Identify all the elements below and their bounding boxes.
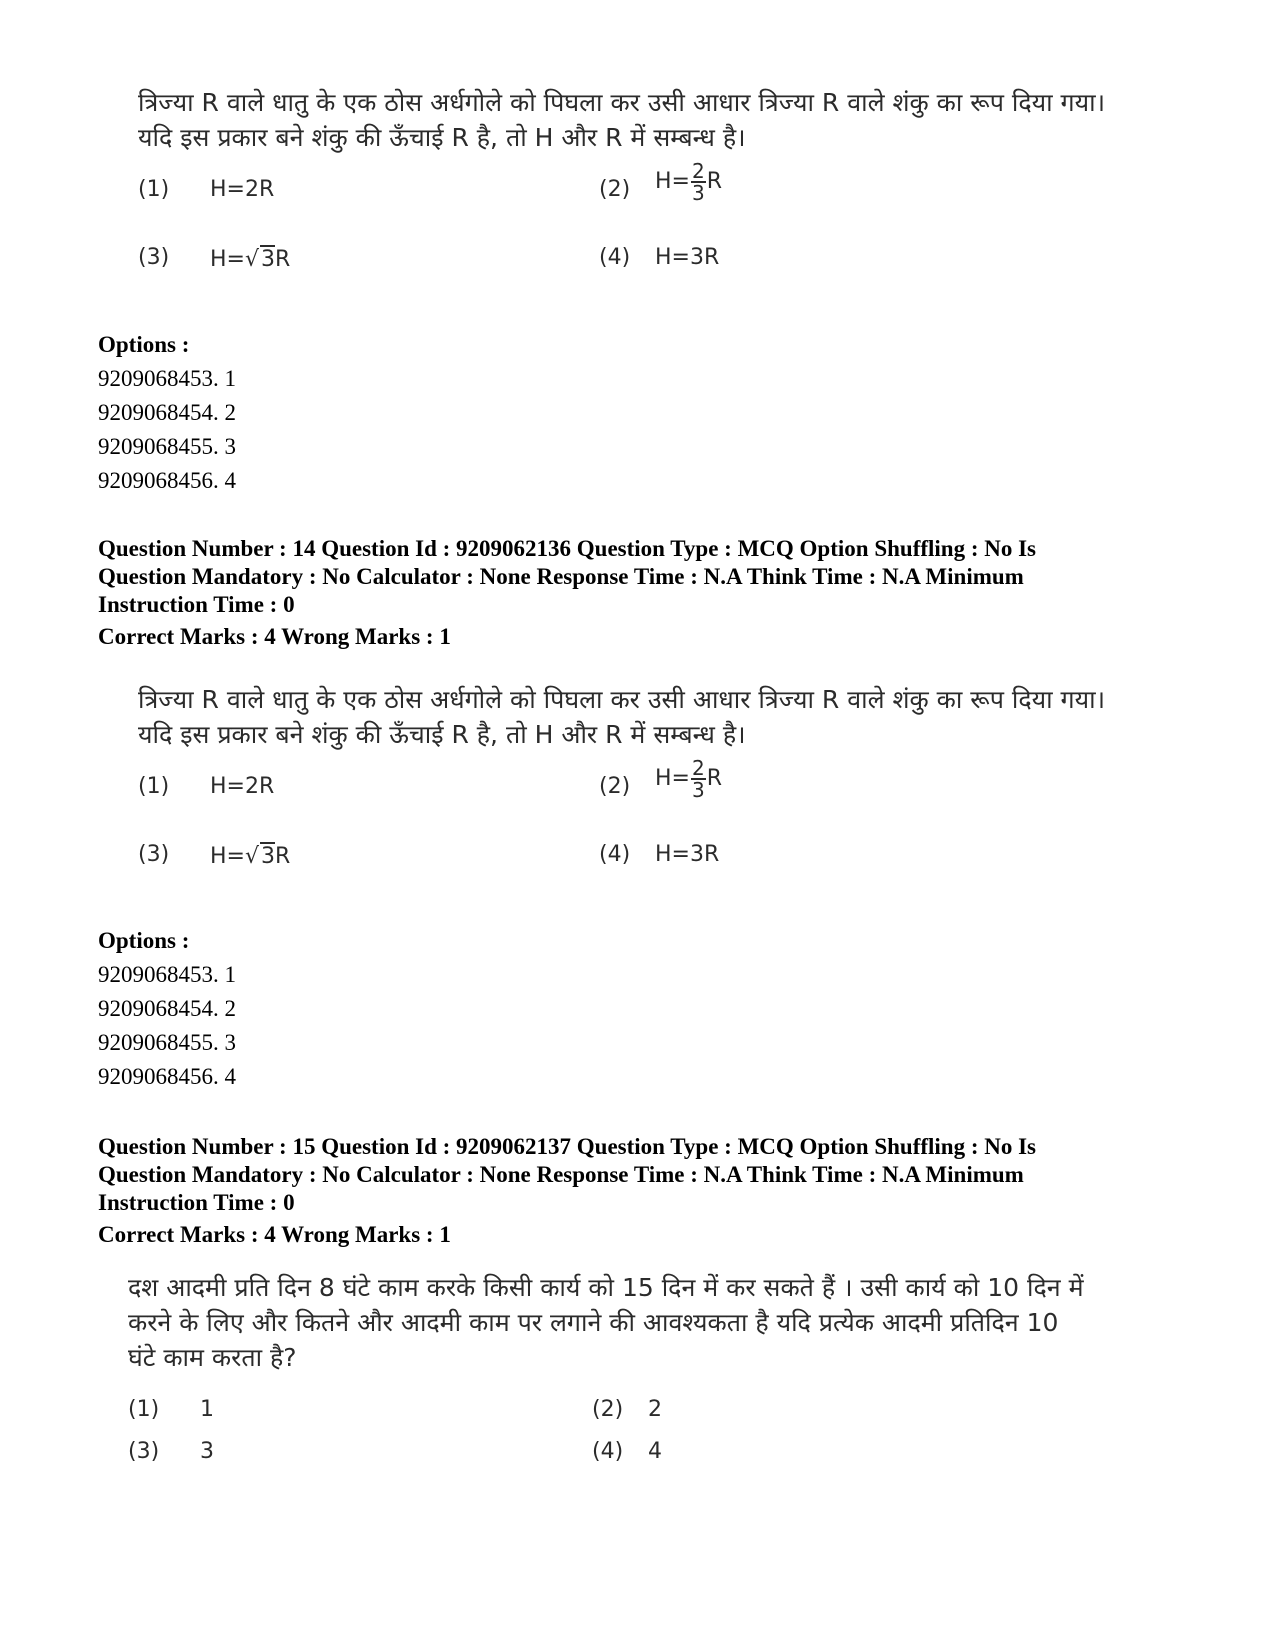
- answer-option: (4) 4: [592, 1439, 662, 1464]
- question-text: [138, 682, 1158, 752]
- options-list: [98, 924, 236, 1094]
- option-item: 9209068453. 1: [98, 366, 236, 391]
- answer-options: [128, 1397, 1148, 1477]
- question-image: [138, 85, 1158, 287]
- fraction: $\frac{2}{3}$: [691, 756, 705, 802]
- option-item: 9209068454. 2: [98, 400, 236, 425]
- marks-line: Correct Marks : 4 Wrong Marks : 1: [98, 624, 451, 649]
- meta-line: Question Number : 15 Question Id : 9209062137 Question Type : MCQ Option Shuffling : No Is: [98, 1134, 1037, 1159]
- answer-option: (4) H=3R: [599, 245, 720, 270]
- answer-option: (3) 3: [128, 1439, 214, 1464]
- answer-option: (2) H= $\frac{2}{3}$ R: [599, 159, 723, 205]
- question-text-line: त्रिज्या R वाले धातु के एक ठोस अर्धगोले को पिघला कर उसी आधार त्रिज्या R वाले शंकु का रूप दिया गया।: [138, 685, 1106, 714]
- question-text-line: घंटे काम करता है?: [128, 1343, 297, 1372]
- question-text-line: यदि इस प्रकार बने शंकु की ऊँचाई R है, तो H और R में सम्बन्ध है।: [138, 123, 746, 152]
- answer-options: [138, 756, 1158, 884]
- square-root: 3: [261, 844, 276, 869]
- question-text: [138, 85, 1158, 155]
- answer-option: (1) 1: [128, 1397, 214, 1422]
- question-text-line: यदि इस प्रकार बने शंकु की ऊँचाई R है, तो H और R में सम्बन्ध है।: [138, 720, 746, 749]
- question-text-line: दश आदमी प्रति दिन 8 घंटे काम करके किसी कार्य को 15 दिन में कर सकते हैं । उसी कार्य को 10 दिन में: [128, 1273, 1084, 1302]
- option-item: 9209068454. 2: [98, 996, 236, 1021]
- answer-option: (1) H=2R: [138, 177, 275, 202]
- option-item: 9209068455. 3: [98, 1030, 236, 1055]
- question-text-line: करने के लिए और कितने और आदमी काम पर लगाने की आवश्यकता है यदि प्रत्येक आदमी प्रतिदिन 10: [128, 1308, 1059, 1337]
- question-image: [128, 1270, 1148, 1477]
- answer-option: (1) H=2R: [138, 774, 275, 799]
- meta-line: Question Number : 14 Question Id : 9209062136 Question Type : MCQ Option Shuffling : No Is: [98, 536, 1037, 561]
- answer-option: (2) 2: [592, 1397, 662, 1422]
- meta-line: Instruction Time : 0: [98, 592, 295, 617]
- answer-option: (3) H=√3R: [138, 245, 291, 272]
- options-label: Options :: [98, 928, 190, 953]
- marks-line: Correct Marks : 4 Wrong Marks : 1: [98, 1222, 451, 1247]
- meta-line: Instruction Time : 0: [98, 1190, 295, 1215]
- question-meta: [98, 1133, 1208, 1249]
- answer-option: (2) H= $\frac{2}{3}$ R: [599, 756, 723, 802]
- options-list: [98, 328, 236, 498]
- answer-option: (4) H=3R: [599, 842, 720, 867]
- option-item: 9209068453. 1: [98, 962, 236, 987]
- meta-line: Question Mandatory : No Calculator : None Response Time : N.A Think Time : N.A Minimum: [98, 564, 1024, 589]
- question-image: [138, 682, 1158, 884]
- question-text: [128, 1270, 1148, 1375]
- meta-line: Question Mandatory : No Calculator : None Response Time : N.A Think Time : N.A Minimum: [98, 1162, 1024, 1187]
- option-item: 9209068455. 3: [98, 434, 236, 459]
- question-meta: [98, 535, 1208, 651]
- answer-option: (3) H=√3R: [138, 842, 291, 869]
- options-label: Options :: [98, 332, 190, 357]
- answer-options: [138, 159, 1158, 287]
- fraction: $\frac{2}{3}$: [691, 159, 705, 205]
- option-item: 9209068456. 4: [98, 468, 236, 493]
- question-text-line: त्रिज्या R वाले धातु के एक ठोस अर्धगोले को पिघला कर उसी आधार त्रिज्या R वाले शंकु का रूप दिया गया।: [138, 88, 1106, 117]
- option-item: 9209068456. 4: [98, 1064, 236, 1089]
- square-root: 3: [261, 247, 276, 272]
